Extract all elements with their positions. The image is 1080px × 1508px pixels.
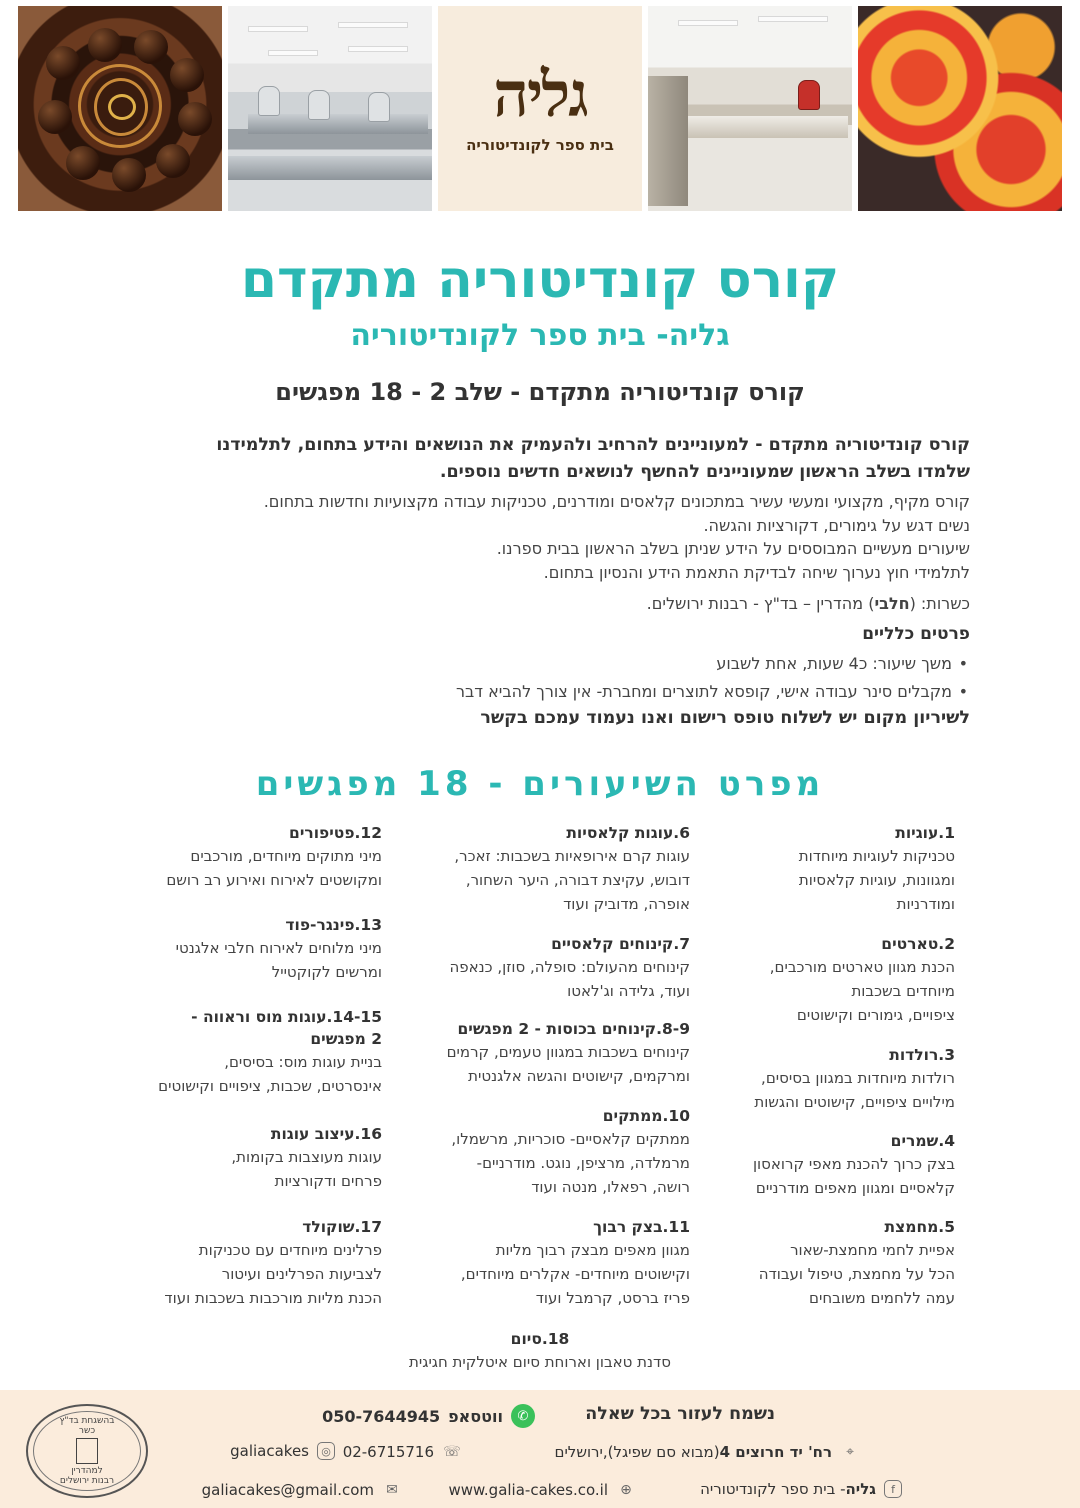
lesson-title: 16.עיצוב עוגות	[270, 1125, 382, 1143]
lesson-title-sub: 2 מפגשים	[310, 1030, 382, 1048]
lesson-line: טכניקות לעוגיות מיוחדות	[798, 847, 955, 865]
lesson-title: 13.פינגר-פוד	[285, 916, 382, 934]
lesson-2	[685, 933, 955, 1027]
lesson-line: ועוד, גלידה וג'לאטו	[567, 982, 690, 1000]
lesson-title: 17.שוקולד	[302, 1218, 382, 1236]
lesson-line: ומרשים לקוקטייל	[271, 963, 382, 981]
lesson-title: 6.עוגות קלאסיות	[566, 824, 690, 842]
kosher-line	[110, 592, 970, 616]
lesson-line: מרמלדה, מרציפן, נוגט. מודרניים-	[476, 1154, 690, 1172]
lesson-line: רושה, רפאלו, מנטה ועוד	[531, 1178, 690, 1196]
lesson-title: 18.סיום	[510, 1330, 570, 1348]
address-street: רח' יד חרוצים 4	[719, 1443, 832, 1461]
lesson-line: קינוחים מהעולם: סופלה, סוזן, כנאפה	[449, 958, 690, 976]
lesson-line: מילויים ציפויים, קישוטים והגשות	[754, 1093, 955, 1111]
intro-description	[110, 490, 970, 616]
lesson-line: אינסרטים, שכבות, ציפויים וקישוטים	[158, 1077, 382, 1095]
lesson-17	[112, 1216, 382, 1310]
facebook-contact[interactable]	[700, 1480, 902, 1498]
email-address[interactable]: galiacakes@gmail.com	[201, 1481, 374, 1499]
lesson-line: לצביעות הפרלינים ועיטור	[221, 1265, 382, 1283]
phone-number[interactable]: 02-6715716	[342, 1443, 434, 1461]
lesson-line: קלאסיים ומגוון מאפים מודרניים	[755, 1179, 955, 1197]
lesson-line: מיני מתוקים מיוחדים, מורכבים	[190, 847, 382, 865]
list-item: • מקבלים סינר עבודה אישי, קופסא לתוצרים ומחברת- אין צורך להביא דבר	[110, 678, 952, 706]
lesson-title: 1.עוגיות	[895, 824, 955, 842]
croissants-photo	[858, 6, 1062, 211]
logo-wordmark: גליה	[493, 57, 587, 131]
contact-footer	[0, 1390, 1080, 1508]
lesson-title: 14-15.עוגות מוס וראווה -	[191, 1008, 382, 1026]
address-details: (מבוא סם שפיגל),ירושלים	[554, 1443, 720, 1461]
email-contact[interactable]	[202, 1480, 402, 1500]
lesson-line: ומרקמים, קישוטים והגשה אלגנטית	[468, 1067, 690, 1085]
lesson-line: בניית עוגות מוס: בסיסים,	[224, 1053, 382, 1071]
lesson-line: מגוון מאפים מבצק רבוך מליות	[495, 1241, 690, 1259]
lesson-title: 3.רולדות	[889, 1046, 955, 1064]
lesson-title: 5.מחמצת	[884, 1218, 955, 1236]
globe-icon: ⊕	[620, 1482, 632, 1498]
lesson-line: רולדות מיוחדות במגוון בסיסים,	[761, 1069, 955, 1087]
lesson-13	[112, 914, 382, 984]
lesson-title: 12.פטיפורים	[289, 824, 382, 842]
lesson-title: 11.בצק רבוך	[593, 1218, 690, 1236]
phone-contact[interactable]	[343, 1442, 462, 1462]
facebook-page: - בית ספר לקונדיטוריה	[700, 1480, 846, 1498]
lesson-line: מיני מלוחים לאירוח חלבי אלגנטי	[175, 939, 382, 957]
kosher-prefix: כשרות: (	[909, 594, 970, 613]
kitchen-classroom-photo	[228, 6, 432, 211]
phone-icon: ☏	[443, 1444, 461, 1460]
page-subtitle: גליה- בית ספר לקונדיטוריה	[350, 318, 730, 353]
seal-line: רבנות ירושלים	[59, 1476, 115, 1486]
whatsapp-contact[interactable]	[322, 1404, 535, 1428]
lesson-title: 10.ממתקים	[602, 1107, 690, 1125]
lesson-8-9	[420, 1018, 690, 1088]
website-contact[interactable]	[448, 1480, 636, 1500]
seal-line: למהדרין	[71, 1466, 103, 1476]
lesson-18	[0, 1328, 1080, 1374]
intro-description-line: שיעורים מעשיים המבוססים על הידע שניתן בשלב הראשון בבית ספרנו.	[496, 539, 970, 558]
facebook-icon: f	[884, 1480, 902, 1498]
intro-description-line: נשים דגש על גימורים, דקורציות והגשה.	[703, 515, 970, 535]
lesson-3	[685, 1044, 955, 1114]
lesson-line: דובוש, עקיצת דבורה, היער השחור,	[465, 871, 690, 889]
lesson-line: וקישוטים מיוחדים- אקלרים מיוחדים,	[460, 1265, 690, 1283]
lesson-12	[112, 822, 382, 892]
facebook-name: גליה	[845, 1480, 876, 1498]
list-item: • משך שיעור: כ4 שעות, אחת לשבוע	[110, 650, 952, 678]
kosher-suffix: ) מהדרין – בד"ץ - רבנות ירושלים.	[646, 594, 875, 613]
lesson-line: סדנת טאבון וארוחת סיום איטלקית חגיגית	[409, 1353, 671, 1371]
kosher-seal	[26, 1404, 148, 1498]
whatsapp-number[interactable]: 050-7644945	[322, 1406, 441, 1426]
general-details-heading: פרטים כלליים	[862, 624, 970, 644]
email-icon: ✉	[386, 1482, 398, 1498]
intro-summary	[110, 432, 970, 486]
lesson-5	[685, 1216, 955, 1310]
lesson-line: ציפויים, גימורים וקישוטים	[796, 1006, 955, 1024]
website-link[interactable]: www.galia-cakes.co.il	[448, 1481, 608, 1499]
lesson-line: פריז ברסט, קרמבל ועוד	[535, 1289, 690, 1307]
intro-description-line: קורס מקיף, מקצועי ומעשי עשיר במתכונים קלאסים ומודרנים, טכניקות עבודה מקצועיות וחדשות בתחום.	[263, 492, 970, 511]
lesson-line: עוגות קרם אירופאיות בשכבות: זאכר,	[454, 847, 690, 865]
seal-line: בהשגחת בד"ץ	[59, 1416, 115, 1426]
lesson-title: 8-9.קינוחים בכוסות - 2 מפגשים	[457, 1020, 690, 1038]
intro-description-line: לתלמידי חוץ נערוך שיחה לבדיקת התאמת הידע והנסיון בתחום.	[543, 562, 970, 582]
lesson-line: פרחים ודקורציות	[274, 1172, 382, 1190]
registration-note: לשיריון מקום יש לשלוח טופס רישום ואנו נעמוד עמכם בקשר	[480, 708, 970, 728]
course-stage-heading: קורס קונדיטוריה מתקדם - שלב 2 - 18 מפגשים	[275, 378, 805, 406]
lesson-line: ממתקים קלאסיים- סוכריות, מרשמלו,	[451, 1130, 690, 1148]
photo-strip	[18, 6, 1062, 211]
instagram-handle[interactable]: galiacakes	[230, 1442, 309, 1460]
logo	[438, 6, 642, 211]
lesson-line: הכל על מחמצת, טיפול ועבודה	[758, 1265, 955, 1283]
seal-building-icon	[76, 1438, 98, 1464]
lesson-line: ומודרניות	[896, 895, 955, 913]
lesson-line: פרלינים מיוחדים עם טכניקות	[198, 1241, 382, 1259]
lesson-1	[685, 822, 955, 916]
address	[554, 1442, 860, 1462]
help-text: נשמח לעזור בכל שאלה	[585, 1404, 775, 1424]
lesson-line: אפיית לחמי מחמצת-שאור	[790, 1241, 955, 1259]
lesson-line: בצק כרוך להכנת מאפי קרואסון	[752, 1155, 955, 1173]
intro-summary-line: שלמדו בשלב הראשון שמעוניינים להחשף לנושאים חדשים נוספים.	[439, 462, 970, 482]
lesson-title: 7.קינוחים קלאסיים	[551, 935, 690, 953]
whatsapp-label: ווטסאפ	[448, 1406, 503, 1426]
lesson-14-15	[112, 1006, 382, 1098]
logo-tagline: בית ספר לקונדיטוריה	[466, 135, 614, 154]
lesson-line: ומגוונות, עוגיות קלאסיות	[798, 871, 955, 889]
lesson-line: עמה ללחמים משובחים	[809, 1289, 955, 1307]
lesson-7	[420, 933, 690, 1003]
intro-summary-line: קורס קונדיטוריה מתקדם - למעוניינים להרחיב ולהעמיק את הנושאים והידע בתחום, לתלמידנו	[216, 435, 970, 455]
instagram-icon: ◎	[317, 1442, 335, 1460]
lesson-6	[420, 822, 690, 916]
lesson-line: ומקושטים לאירוח ואירוע רב רושם	[166, 871, 382, 889]
whatsapp-icon: ✆	[511, 1404, 535, 1428]
lesson-title: 4.שמרים	[890, 1132, 955, 1150]
lesson-line: הכנת מגוון טארטים מורכבים,	[769, 958, 955, 976]
lesson-16	[112, 1123, 382, 1193]
page-title: קורס קונדיטוריה מתקדם	[240, 250, 840, 310]
kosher-dairy: חלבי	[874, 594, 910, 613]
lesson-4	[685, 1130, 955, 1200]
instagram-contact[interactable]	[230, 1442, 335, 1460]
location-pin-icon: ⌖	[846, 1444, 854, 1460]
lesson-title: 2.טארטים	[881, 935, 955, 953]
lesson-line: אופרה, מדוביק ועוד	[563, 895, 690, 913]
lesson-line: הכנת מליות מורכבות בשכבות ועוד	[164, 1289, 382, 1307]
kitchen-classroom-photo-2	[648, 6, 852, 211]
seal-line: כשר	[78, 1426, 96, 1436]
lesson-line: מיוחדים בשכבות	[851, 982, 955, 1000]
lesson-10	[420, 1105, 690, 1199]
lesson-line: עוגות מעוצבות בקומות,	[231, 1148, 382, 1166]
chocolate-tart-photo	[18, 6, 222, 211]
syllabus-title: מפרט השיעורים - 18 מפגשים	[255, 764, 825, 804]
lesson-11	[420, 1216, 690, 1310]
general-details-list	[110, 650, 970, 706]
lesson-line: קינוחים בשכבות במגוון טעמים, קרמים	[446, 1043, 690, 1061]
